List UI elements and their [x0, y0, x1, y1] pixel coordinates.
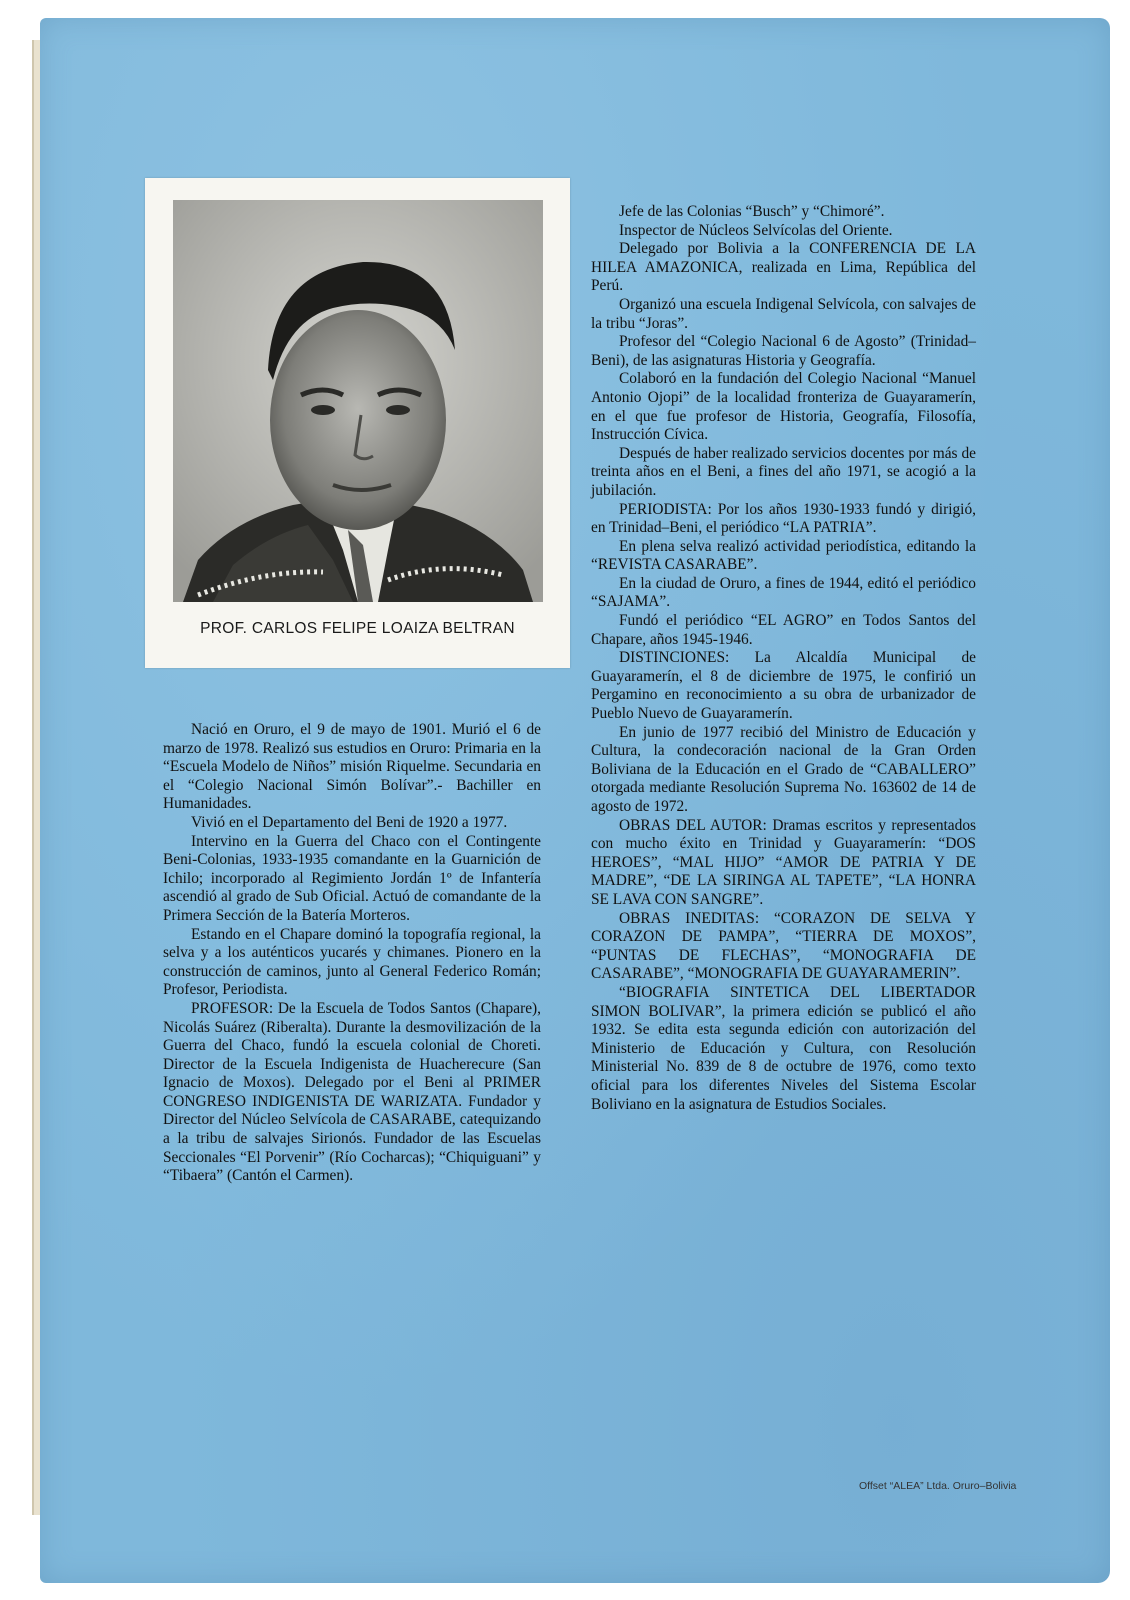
paragraph: Organizó una escuela Indigenal Selvícola, con salvajes de la tribu “Joras”.	[591, 295, 976, 332]
paragraph: En plena selva realizó actividad periodística, editando la “REVISTA CASARABE”.	[591, 537, 976, 574]
paragraph: Intervino en la Guerra del Chaco con el Contingente Beni-Colonias, 1933-1935 comandante en la Guarnición de Ichilo; incorporado al Regimiento Jordán 1º de Infantería ascendió al grado de Sub Oficial. Actuó de comandante de la Primera Sección de la Batería Morteros.	[163, 832, 541, 924]
paragraph: Delegado por Bolivia a la CONFERENCIA DE LA HILEA AMAZONICA, realizada en Lima, República del Perú.	[591, 240, 976, 295]
paragraph: DISTINCIONES: La Alcaldía Municipal de Guayaramerín, el 8 de diciembre de 1975, le confirió un Pergamino en reconocimiento a su obra de urbanizador de Pueblo Nuevo de Guayaramerín.	[591, 649, 976, 723]
paragraph: Colaboró en la fundación del Colegio Nacional “Manuel Antonio Ojopi” de la localidad fronteriza de Guayaramerín, en el que fue profesor de Historia, Geografía, Filosofía, Instrucción Cívica.	[591, 370, 976, 444]
paragraph: Después de haber realizado servicios docentes por más de treinta años en el Beni, a fines del año 1971, se acogió a la jubilación.	[591, 444, 976, 499]
biography-right-column	[591, 203, 976, 1114]
paragraph: Vivió en el Departamento del Beni de 1920 a 1977.	[191, 813, 508, 831]
portrait-caption: PROF. CARLOS FELIPE LOAIZA BELTRAN	[200, 620, 515, 637]
paragraph: En la ciudad de Oruro, a fines de 1944, editó el periódico “SAJAMA”.	[591, 574, 976, 611]
portrait-icon	[173, 200, 543, 602]
portrait-photo	[173, 200, 543, 602]
paragraph: Profesor del “Colegio Nacional 6 de Agosto” (Trinidad–Beni), de las asignaturas Historia y Geografía.	[591, 333, 976, 369]
paragraph: OBRAS DEL AUTOR: Dramas escritos y representados con mucho éxito en Trinidad y Guayaramerín: “DOS HEROES”, “MAL HIJO” “AMOR DE PATRIA Y DE MADRE”, “DE LA SIRINGA AL TAPETE”, “LA HONRA SE LAVA CON SANGRE”.	[591, 816, 976, 908]
paragraph: OBRAS INEDITAS: “CORAZON DE SELVA Y CORAZON DE PAMPA”, “TIERRA DE MOXOS”, “PUNTAS DE FLECHAS”, “MONOGRAFIA DE CASARABE”, “MONOGRAFIA DE GUAYARAMERIN”.	[591, 909, 976, 983]
paragraph: Fundó el periódico “EL AGRO” en Todos Santos del Chapare, años 1945-1946.	[591, 612, 976, 648]
paragraph: PROFESOR: De la Escuela de Todos Santos (Chapare), Nicolás Suárez (Riberalta). Durante la desmovilización de la Guerra del Chaco, fundó la escuela colonial de Choreti. Director de la Escuela Indigenista de Huacherecure (San Ignacio de Moxos). Delegado por el Beni al PRIMER CONGRESO INDIGENISTA DE WARIZATA. Fundador y Director del Núcleo Selvícola de CASARABE, catequizando a la tribu de salvajes Sirionós. Fundador de las Escuelas Seccionales “El Porvenir” (Río Cocharcas); “Chiquiguani” y “Tibaera” (Cantón el Carmen).	[163, 999, 541, 1185]
paragraph: Jefe de las Colonias “Busch” y “Chimoré”.	[619, 203, 885, 220]
paragraph: Estando en el Chapare dominó la topografía regional, la selva y a los auténticos yucarés y chimanes. Pionero en la construcción de caminos, junto al General Federico Román; Profesor, Periodista.	[163, 925, 541, 999]
biography-left-column	[163, 721, 541, 1186]
paragraph: “BIOGRAFIA SINTETICA DEL LIBERTADOR SIMON BOLIVAR”, la primera edición se publicó el año 1932. Se edita esta segunda edición con autorización del Ministerio de Educación y Cultura, con Resolución Ministerial No. 839 de 8 de octubre de 1976, como texto oficial para los diferentes Niveles del Sistema Escolar Boliviano en la asignatura de Estudios Sociales.	[591, 983, 976, 1113]
paragraph: PERIODISTA: Por los años 1930-1933 fundó y dirigió, en Trinidad–Beni, el periódico “LA PATRIA”.	[591, 500, 976, 537]
paragraph: Nació en Oruro, el 9 de mayo de 1901. Murió el 6 de marzo de 1978. Realizó sus estudios en Oruro: Primaria en la “Escuela Modelo de Niños” misión Riquelme. Secundaria en el “Colegio Nacional Simón Bolívar”.- Bachiller en Humanidades.	[163, 721, 541, 813]
paragraph: En junio de 1977 recibió del Ministro de Educación y Cultura, la condecoración nacional de la Gran Orden Boliviana de la Educación en el Grado de “CABALLERO” otorgada mediante Resolución Suprema No. 163602 de 14 de agosto de 1972.	[591, 723, 976, 815]
portrait-frame	[145, 178, 570, 668]
printer-imprint: Offset “ALEA” Ltda. Oruro–Bolivia	[859, 1480, 1017, 1492]
paragraph: Inspector de Núcleos Selvícolas del Oriente.	[619, 221, 893, 239]
